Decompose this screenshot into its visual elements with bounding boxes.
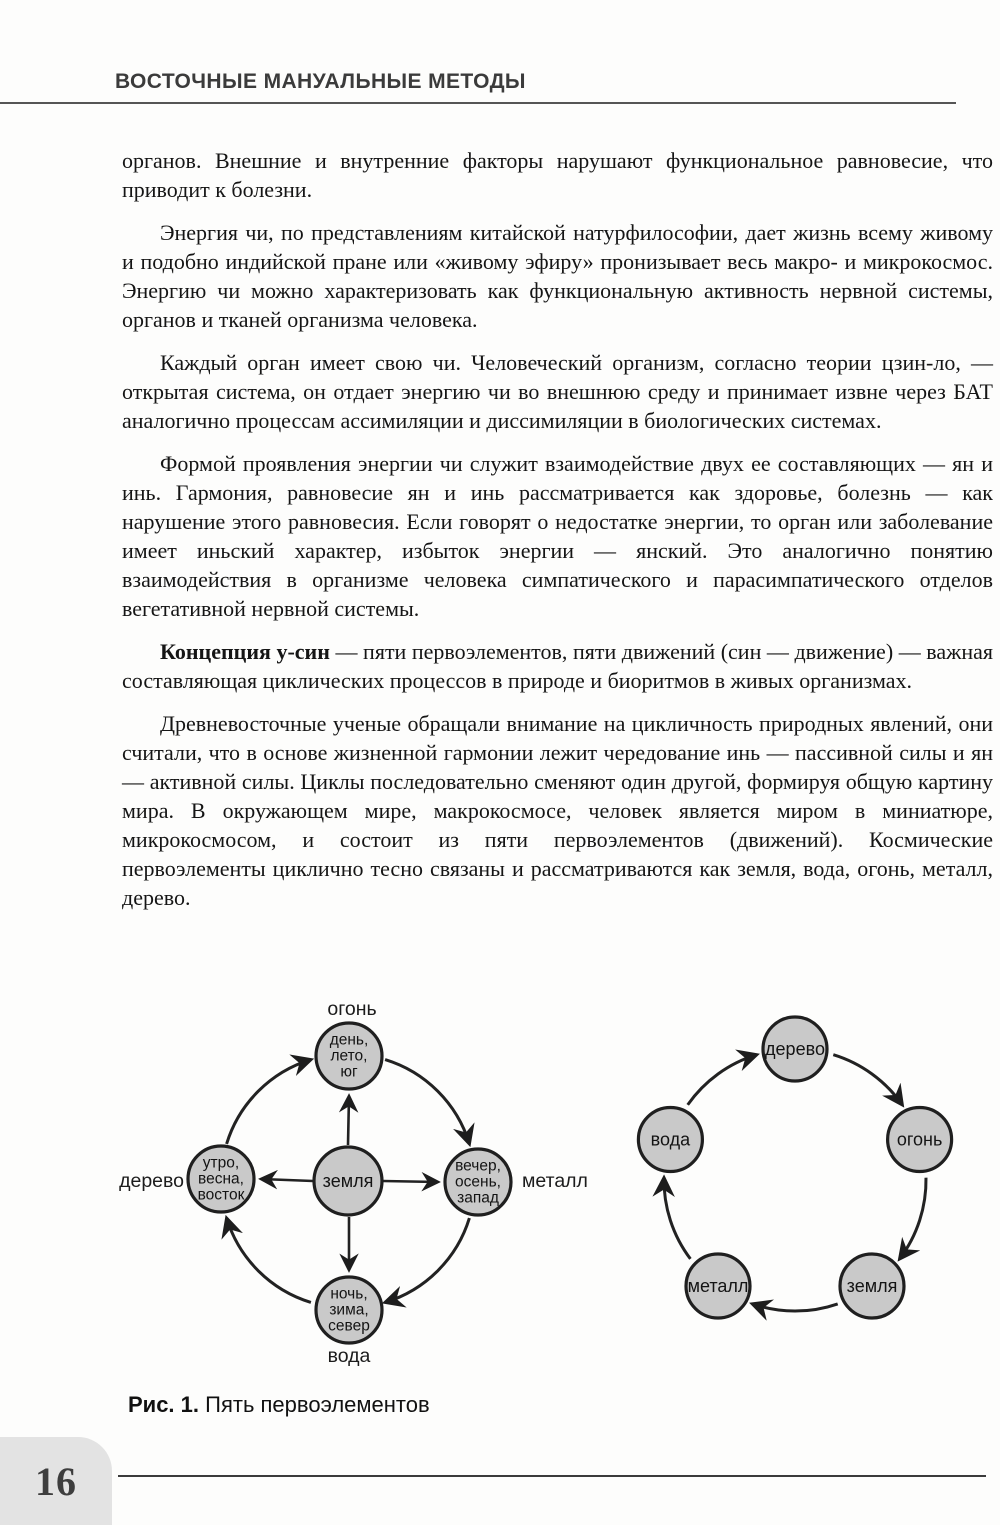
node-fire — [888, 1108, 952, 1172]
label-wood: дерево — [119, 1170, 184, 1192]
spoke-arrow-earth-to-fire — [348, 1096, 349, 1145]
svg-text:лето,: лето, — [330, 1047, 368, 1065]
header-rule — [0, 102, 956, 104]
paragraph-lead-rest: — пяти первоэлементов, пяти движений (син — движение) — важная составляющая циклических процессов в природе и биоритмов в живых организмах. — [122, 639, 993, 693]
figure-caption — [128, 1392, 430, 1418]
svg-text:металл: металл — [687, 1276, 749, 1296]
node-evening-autumn-west — [445, 1149, 511, 1215]
label-fire: огонь — [327, 998, 377, 1020]
arc-arrow-wood-to-fire — [833, 1055, 902, 1105]
arc-arrow-fire-to-metal — [385, 1060, 469, 1144]
svg-text:запад: запад — [457, 1189, 499, 1207]
paragraph-3: Каждый орган имеет свою чи. Человеческий организм, согласно теории цзин-ло, — открытая система, он отдает энергию чи во внешнюю среду и принимает извне через БАТ аналогично процессам ассимиляции и диссимиляции в биологических системах. — [122, 350, 993, 433]
node-metal — [686, 1254, 750, 1318]
svg-text:зима,: зима, — [329, 1301, 369, 1319]
spoke-arrow-earth-to-metal — [383, 1181, 438, 1182]
arc-arrow-wood-to-fire — [227, 1060, 311, 1144]
node-wood — [763, 1017, 827, 1081]
spoke-arrow-earth-to-wood — [261, 1179, 313, 1181]
svg-text:юг: юг — [340, 1063, 358, 1081]
node-water — [638, 1108, 702, 1172]
paragraph-1: органов. Внешние и внутренние факторы нарушают функциональное равновесие, что приводит к болезни. — [122, 148, 993, 202]
diagram-seasons-elements — [110, 995, 600, 1380]
arc-arrow-water-to-wood — [227, 1218, 311, 1302]
figure-caption-label: Рис. 1. — [128, 1392, 200, 1417]
node-earth — [840, 1254, 904, 1318]
paragraph-lead: Концепция у-син — [160, 639, 330, 664]
node-day-summer-south — [316, 1023, 382, 1089]
svg-text:огонь: огонь — [896, 1129, 943, 1150]
svg-text:дерево: дерево — [765, 1039, 825, 1059]
node-morning-spring-east — [188, 1146, 254, 1212]
svg-text:земля: земля — [322, 1171, 374, 1191]
page-number: 16 — [35, 1458, 77, 1504]
arc-arrow-metal-to-water — [664, 1178, 690, 1259]
svg-text:вечер,: вечер, — [455, 1157, 501, 1175]
svg-text:север: север — [328, 1317, 370, 1335]
label-water: вода — [327, 1345, 371, 1367]
page-number-box — [0, 1437, 112, 1525]
svg-text:вода: вода — [650, 1129, 691, 1150]
svg-text:утро,: утро, — [202, 1154, 240, 1172]
figure-caption-text: Пять первоэлементов — [205, 1392, 430, 1417]
paragraph-2: Энергия чи, по представлениям китайской натурфилософии, дает жизнь всему живому и подобно индийской пране или «живому эфиру» пронизывает весь макро- и микрокосмос. Энергию чи можно характеризовать как функциональную активность нервной системы, органов и тканей организма человека. — [122, 220, 993, 332]
node-night-winter-north — [316, 1277, 382, 1343]
svg-text:весна,: весна, — [198, 1170, 244, 1188]
svg-text:ночь,: ночь, — [330, 1285, 368, 1303]
arc-arrow-metal-to-water — [385, 1218, 469, 1302]
paragraph-4: Формой проявления энергии чи служит взаимодействие двух ее составляющих — ян и инь. Гармония, равновесие ян и инь рассматривается как здоровье, болезнь — как нарушение этого равновесия. Если говорят о недостатке энергии, то орган или заболевание имеет иньский характер, избыток энергии — янский. Это аналогично понятию взаимодействия в организме человека симпатического и парасимпатического отделов вегетативной нервной системы. — [122, 451, 993, 621]
svg-text:земля: земля — [846, 1276, 898, 1296]
svg-text:день,: день, — [329, 1031, 369, 1049]
body-text — [122, 146, 993, 926]
paragraph-5 — [122, 637, 993, 695]
arc-arrow-earth-to-metal — [752, 1304, 837, 1311]
svg-text:восток: восток — [197, 1186, 245, 1204]
arc-arrow-fire-to-earth — [900, 1178, 926, 1259]
footer-rule — [118, 1475, 986, 1477]
node-earth-center — [314, 1147, 382, 1215]
diagram-five-elements-cycle — [610, 990, 1000, 1375]
label-metal: металл — [522, 1170, 588, 1192]
paragraph-6: Древневосточные ученые обращали внимание на цикличность природных явлений, они считали, что в основе жизненной гармонии лежит чередование инь — пассивной силы и ян — активной силы. Циклы последовательно сменяют один другой, формируя общую картину мира. В окружающем мире, макрокосмосе, человек является миром в миниатюре, микрокосмосом, и состоит из пяти первоэлементов (движений). Космические первоэлементы циклично тесно связаны и рассматриваются как земля, вода, огонь, металл, дерево. — [122, 711, 993, 910]
running-header: ВОСТОЧНЫЕ МАНУАЛЬНЫЕ МЕТОДЫ — [115, 70, 526, 93]
arc-arrow-water-to-wood — [688, 1055, 757, 1105]
svg-text:осень,: осень, — [455, 1173, 501, 1191]
